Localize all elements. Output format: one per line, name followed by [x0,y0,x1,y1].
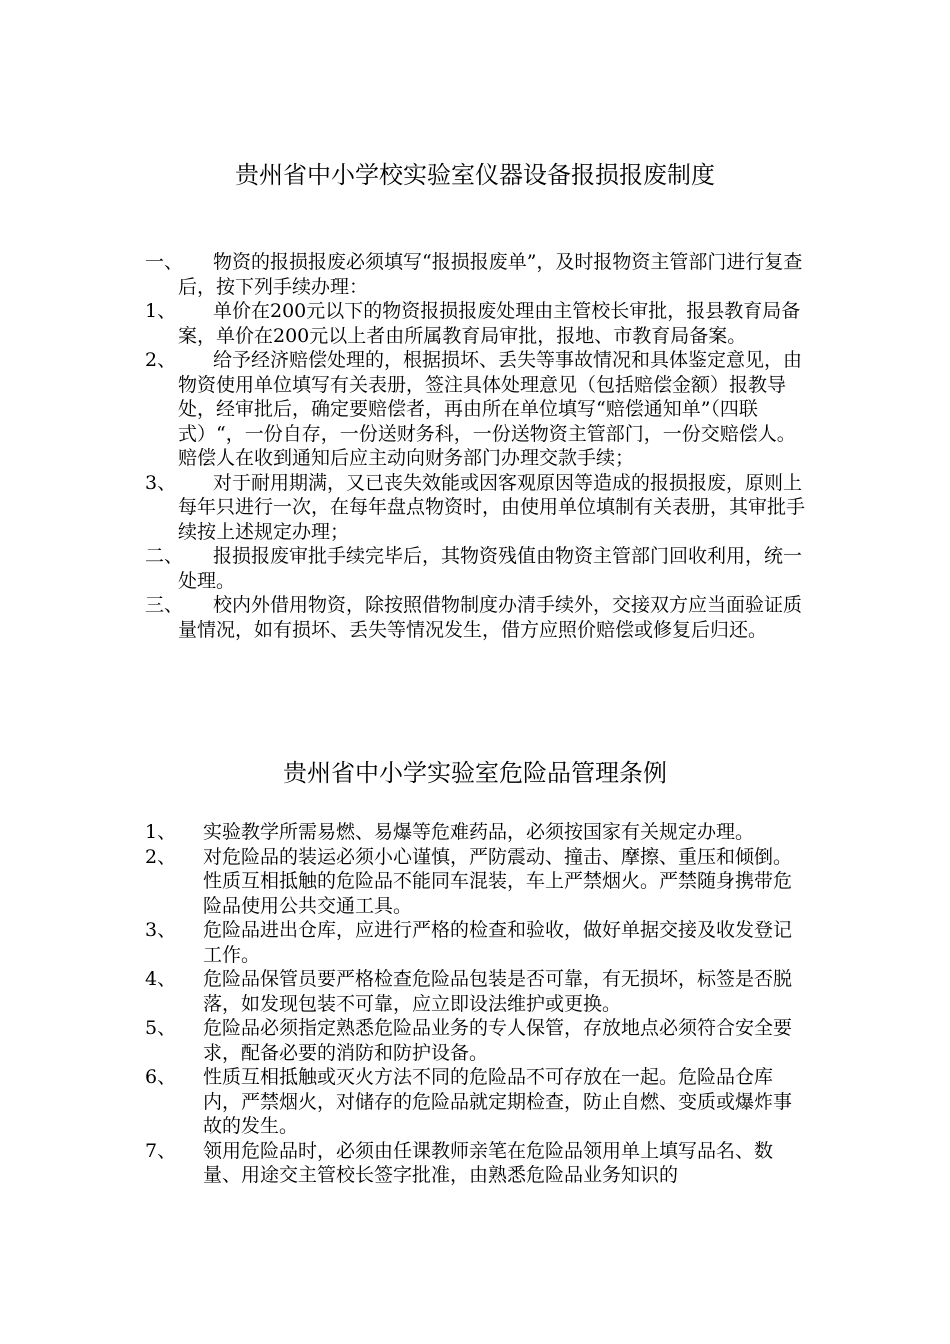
list-item [145,918,810,967]
item-number: 三、 [145,594,184,616]
item-text: 危险品必须指定熟悉危险品业务的专人保管，存放地点必须符合安全要求，配备必要的消防和防护设备。 [203,1017,793,1064]
item-number: 2、 [145,845,177,868]
item-text: 给予经济赔偿处理的，根据损坏、丢失等事故情况和具体鉴定意见，由物资使用单位填写有关表册，签注具体处理意见（包括赔偿金额）报教导处，经审批后，确定要赔偿者，再由所在单位填写“赔偿通知单”（四联式）“，一份自存，一份送财务科，一份送物资主管部门，一份交赔偿人。赔偿人在收到通知后应主动向财务部门办理交款手续； [178,349,803,469]
list-item [145,299,810,348]
item-number: 2、 [145,349,177,371]
list-item [145,1065,810,1139]
item-number: 3、 [145,919,177,941]
item-text: 物资的报损报废必须填写“报损报废单”，及时报物资主管部门进行复查后，按下列手续办理： [178,251,803,298]
item-number: 4、 [145,968,177,990]
item-number: 1、 [145,821,177,843]
list-item [145,1139,810,1188]
document-title-hazardous-goods: 贵州省中小学实验室危险品管理条例 [283,759,667,787]
list-item [145,544,810,593]
list-item [145,593,810,642]
item-text: 领用危险品时，必须由任课教师亲笔在危险品领用单上填写品名、数量、用途交主管校长签字批准，由熟悉危险品业务知识的 [203,1139,774,1186]
scrap-rules-list [145,250,810,642]
item-number: 6、 [145,1066,177,1088]
list-item [145,471,810,545]
item-text: 校内外借用物资，除按照借物制度办清手续外，交接双方应当面验证质量情况，如有损坏、丢失等情况发生，借方应照价赔偿或修复后归还。 [178,594,803,641]
list-item [145,250,810,299]
item-text: 报损报废审批手续完毕后，其物资残值由物资主管部门回收利用，统一处理。 [178,545,803,592]
item-text: 单价在200元以下的物资报损报废处理由主管校长审批，报县教育局备案，单价在200元以上者由所属教育局审批，报地、市教育局备案。 [178,300,801,347]
list-item [145,1016,810,1065]
document-title-equipment-scrap: 贵州省中小学校实验室仪器设备报损报废制度 [235,161,715,189]
list-item [145,820,810,845]
item-number: 3、 [145,471,177,494]
item-text: 对危险品的装运必须小心谨慎，严防震动、撞击、摩擦、重压和倾倒。性质互相抵触的危险品不能同车混装，车上严禁烟火。严禁随身携带危险品使用公共交通工具。 [203,845,793,917]
item-text: 对于耐用期满，又已丧失效能或因客观原因等造成的报损报废，原则上每年只进行一次，在每年盘点物资时，由使用单位填制有关表册，其审批手续按上述规定办理； [178,471,806,543]
item-text: 危险品进出仓库，应进行严格的检查和验收，做好单据交接及收发登记工作。 [203,919,793,966]
item-number: 1、 [145,300,177,322]
hazard-rules-list [145,820,810,1188]
list-item [145,348,810,471]
item-number: 5、 [145,1017,177,1039]
item-number: 一、 [145,251,184,273]
list-item [145,967,810,1016]
item-number: 二、 [145,545,184,567]
item-text: 实验教学所需易燃、易爆等危难药品，必须按国家有关规定办理。 [203,821,755,843]
item-text: 性质互相抵触或灭火方法不同的危险品不可存放在一起。危险品仓库内，严禁烟火，对储存的危险品就定期检查，防止自燃、变质或爆炸事故的发生。 [203,1066,793,1137]
list-item [145,845,810,919]
item-text: 危险品保管员要严格检查危险品包装是否可靠，有无损坏，标签是否脱落，如发现包装不可靠，应立即设法维护或更换。 [203,968,793,1015]
item-number: 7、 [145,1139,177,1162]
